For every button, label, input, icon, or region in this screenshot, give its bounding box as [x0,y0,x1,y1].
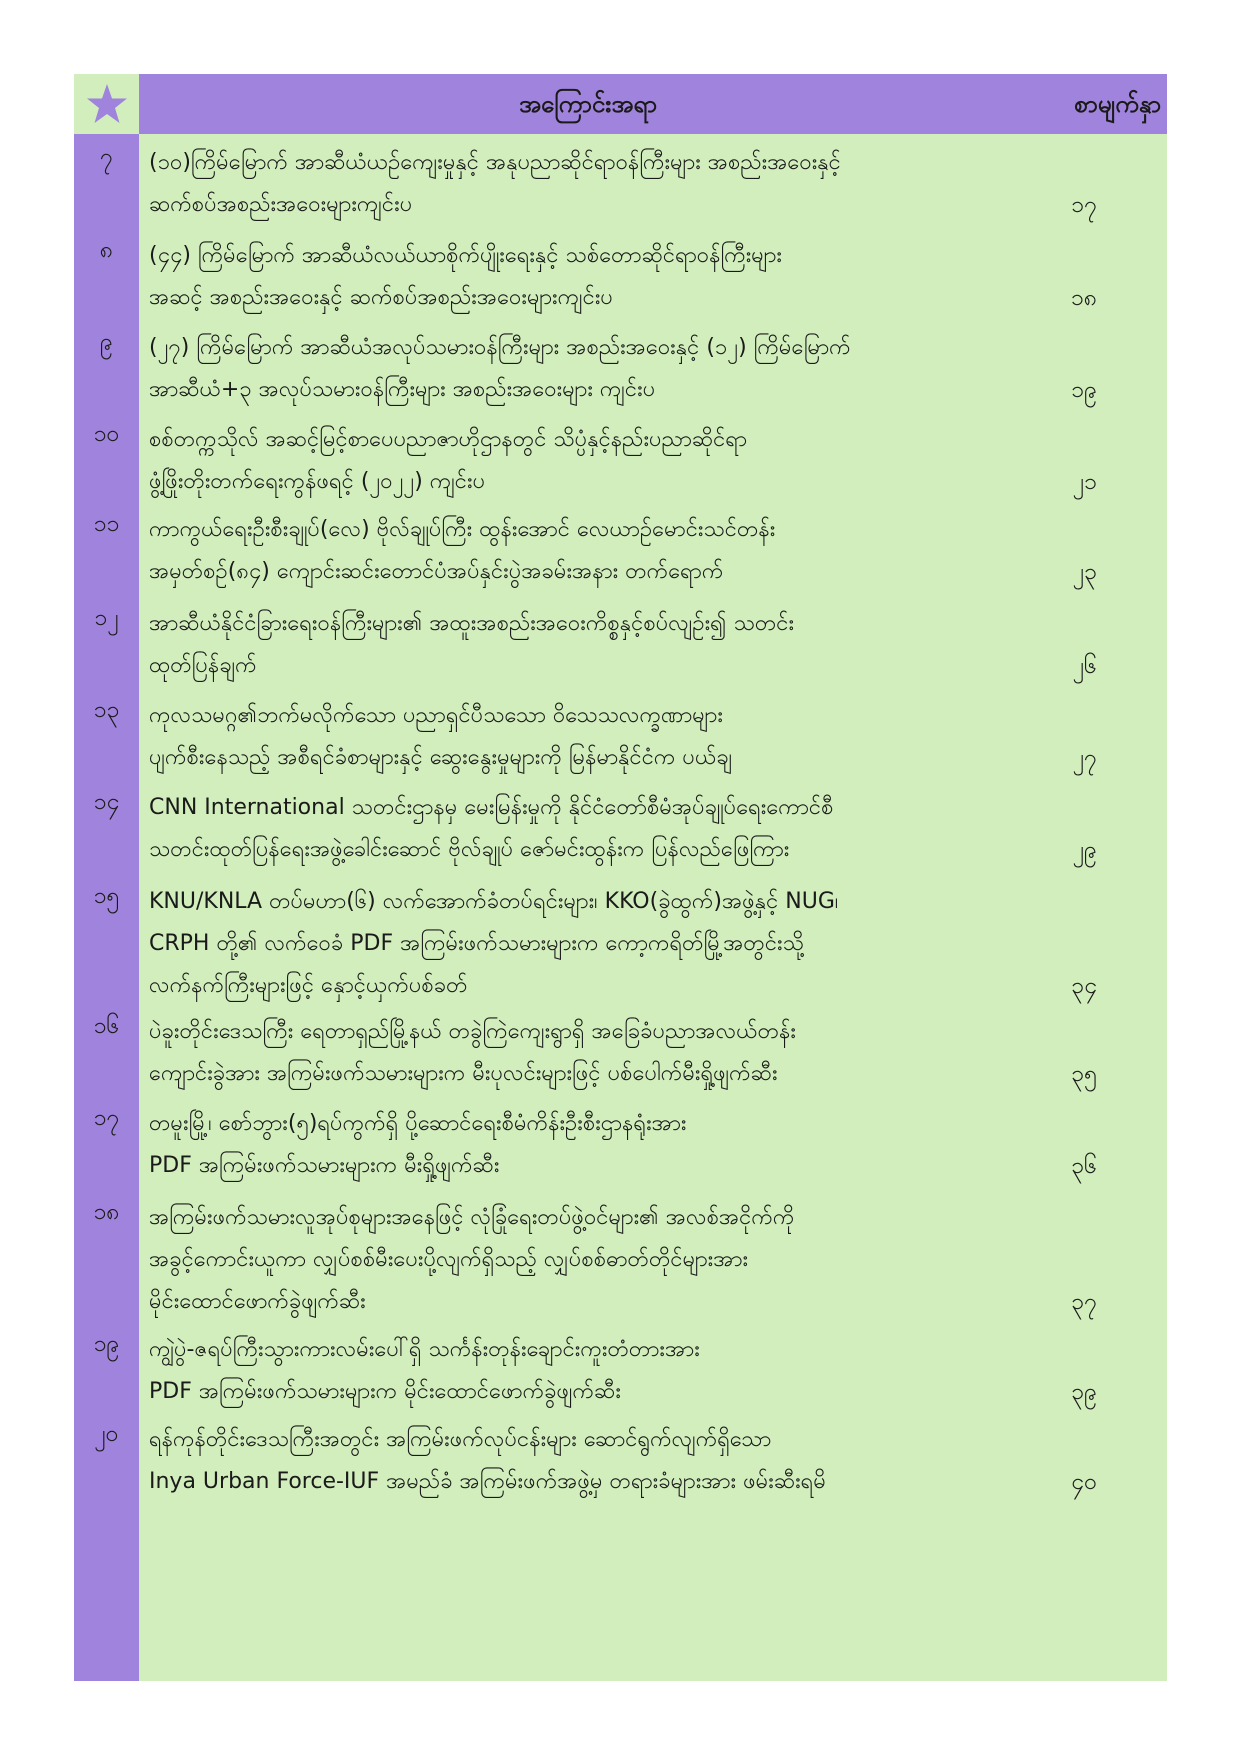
entry-page-number: ၂၉ [1072,837,1097,863]
entry-title [149,603,1029,687]
entry-title-line: ပဲခူးတိုင်းဒေသကြီး ရေတာရှည်မြို့နယ် တခွဲကြဲကျေးရွာရှိ အခြေခံပညာအလယ်တန်း [149,1019,796,1044]
entry-page-number: ၂၃ [1072,559,1097,585]
entry-title-line: Inya Urban Force-IUF အမည်ခံ အကြမ်းဖက်အဖွဲ့မှ တရားခံများအား ဖမ်းဆီးရမိ [149,1469,826,1494]
entry-number: ၇ [100,144,113,170]
toc-entry[interactable] [74,134,1167,227]
entry-title-line: ဆက်စပ်အစည်းအဝေးများကျင်းပ [149,192,413,217]
star-cell [74,74,139,134]
entry-title-line: အာဆီယံ+၃ အလုပ်သမားဝန်ကြီးများ အစည်းအဝေးများ ကျင်းပ [149,377,656,402]
entry-title-line: မိုင်းထောင်ဖောက်ခွဲဖျက်ဆီး [149,1289,366,1314]
entry-page-number: ၃၄ [1071,973,1097,999]
entry-number: ၁၁ [93,511,120,537]
entry-title-line: သတင်းထုတ်ပြန်ရေးအဖွဲ့ခေါင်းဆောင် ဗိုလ်ချုပ် ဇော်မင်းထွန်းက ပြန်လည်ဖြေကြား [149,837,790,862]
toc-entry[interactable] [74,1411,1167,1511]
table-of-contents [74,74,1167,1681]
entry-title-line: အကြမ်းဖက်သမားလူအုပ်စုများအနေဖြင့် လုံခြုံရေးတပ်ဖွဲ့ဝင်များ၏ အလစ်အငိုက်ကို [149,1205,795,1230]
entry-title [149,1197,1029,1323]
entry-title [149,1329,1029,1413]
toc-entry[interactable] [74,319,1167,411]
entry-page-number: ၃၉ [1071,1379,1097,1405]
entry-title [149,695,1029,779]
entry-page-number: ၃၅ [1071,1061,1097,1087]
entry-title [149,235,1029,319]
entry-title-line: ထုတ်ပြန်ချက် [149,653,257,678]
toc-header [139,74,1167,134]
entry-title-line: CRPH တို့၏ လက်ဝေခံ PDF အကြမ်းဖက်သမားများက ကော့ကရိတ်မြို့အတွင်းသို့ [149,931,804,956]
entry-page-number: ၁၉ [1071,377,1097,403]
entry-number: ၁၆ [93,1013,120,1039]
entry-page-number: ၄၀ [1071,1469,1097,1495]
entry-number: ၁၇ [93,1105,120,1131]
entry-title-line: စစ်တက္ကသိုလ် အဆင့်မြင့်စာပေပညာဇာဟိုဌာနတွင် သိပ္ပံနှင့်နည်းပညာဆိုင်ရာ [149,427,748,452]
entry-title [149,509,1029,593]
entry-title-line: ပျက်စီးနေသည့် အစီရင်ခံစာများနှင့် ဆွေးနွေးမှုများကို မြန်မာနိုင်ငံက ပယ်ချ [149,745,733,770]
entry-title [149,327,1029,411]
toc-entry[interactable] [74,1189,1167,1321]
entry-title [149,787,1029,871]
entry-page-number: ၂၇ [1072,745,1097,771]
toc-entry[interactable] [74,1003,1167,1095]
entry-title-line: အာဆီယံနိုင်ငံခြားရေးဝန်ကြီးများ၏ အထူးအစည်းအဝေးကိစ္စနှင့်စပ်လျဉ်း၍ သတင်း [149,611,795,636]
entry-title-line: လက်နက်ကြီးများဖြင့် နှောင့်ယှက်ပစ်ခတ် [149,973,468,998]
entry-title [149,1011,1029,1095]
entry-number: ၁၂ [94,605,119,631]
entry-number: ၁၅ [93,883,120,909]
toc-title: အကြောင်းအရာ [519,90,657,118]
toc-entry[interactable] [74,1095,1167,1189]
entry-title-line: (၂၇) ကြိမ်မြောက် အာဆီယံအလုပ်သမားဝန်ကြီးများ အစည်းအဝေးနှင့် (၁၂) ကြိမ်မြောက် [149,335,851,360]
toc-entry[interactable] [74,227,1167,319]
toc-entry[interactable] [74,687,1167,779]
entry-title-line: ကာကွယ်ရေးဦးစီးချုပ်(လေ) ဗိုလ်ချုပ်ကြီး ထွန်းအောင် လေယာဉ်မောင်းသင်တန်း [149,517,776,542]
entry-number: ၁၈ [93,1199,120,1225]
entry-page-number: ၂၁ [1072,469,1097,495]
entry-title-line: ကုလသမဂ္ဂ၏ဘက်မလိုက်သော ပညာရှင်ပီသသော ဝိသေသလက္ခဏာများ [149,703,723,728]
entry-title [149,1103,1029,1187]
entry-title-line: PDF အကြမ်းဖက်သမားများက မီးရှို့ဖျက်ဆီး [149,1153,500,1178]
toc-entries [74,134,1167,1511]
entry-page-number: ၁၈ [1070,285,1097,311]
entry-title-line: အမှတ်စဉ်(၈၄) ကျောင်းဆင်းတောင်ပံအပ်နှင်းပွဲအခမ်းအနား တက်ရောက် [149,559,724,584]
entry-title-line: ရန်ကုန်တိုင်းဒေသကြီးအတွင်း အကြမ်းဖက်လုပ်ငန်းများ ဆောင်ရွက်လျက်ရှိသော [149,1427,772,1452]
toc-entry[interactable] [74,595,1167,687]
entry-title [149,419,1029,503]
entry-number: ၁၀ [93,421,120,447]
entry-title [149,142,1029,226]
entry-page-number: ၁၇ [1071,192,1097,218]
star-icon [85,82,129,126]
page-column-label: စာမျက်နှာ [1074,90,1161,118]
entry-number: ၉ [100,329,113,355]
entry-title-line: KNU/KNLA တပ်မဟာ(၆) လက်အောက်ခံတပ်ရင်းများ၊ KKO(ခွဲထွက်)အဖွဲ့နှင့် NUG၊ [149,889,839,914]
entry-number: ၂၀ [94,1421,119,1447]
entry-page-number: ၃၇ [1071,1289,1097,1315]
entry-title-line: PDF အကြမ်းဖက်သမားများက မိုင်းထောင်ဖောက်ခွဲဖျက်ဆီး [149,1379,621,1404]
entry-title-line: CNN International သတင်းဌာနမှ မေးမြန်းမှုကို နိုင်ငံတော်စီမံအုပ်ချုပ်ရေးကောင်စီ [149,795,834,820]
toc-entry[interactable] [74,411,1167,501]
entry-number: ၁၉ [93,1331,120,1357]
toc-entry[interactable] [74,501,1167,595]
toc-entry[interactable] [74,873,1167,1003]
entry-title-line: ကျွဲပွဲ-ဇရပ်ကြီးသွားကားလမ်းပေါ်ရှိ သင်္ကန်းတုန်းချောင်းကူးတံတားအား [149,1337,700,1362]
entry-number: ၁၄ [93,789,120,815]
entry-page-number: ၂၆ [1072,653,1097,679]
entry-title-line: ကျောင်းခွဲအား အကြမ်းဖက်သမားများက မီးပုလင်းများဖြင့် ပစ်ပေါက်မီးရှို့ဖျက်ဆီး [149,1061,778,1086]
entry-title-line: အဆင့် အစည်းအဝေးနှင့် ဆက်စပ်အစည်းအဝေးများကျင်းပ [149,285,613,310]
toc-entry[interactable] [74,1321,1167,1411]
entry-title-line: အခွင့်ကောင်းယူကာ လျှပ်စစ်မီးပေးပို့လျက်ရှိသည့် လျှပ်စစ်ဓာတ်တိုင်များအား [149,1247,749,1272]
entry-title [149,881,1029,1007]
toc-entry[interactable] [74,779,1167,873]
entry-title [149,1419,1029,1503]
entry-title-line: (၄၄) ကြိမ်မြောက် အာဆီယံလယ်ယာစိုက်ပျိုးရေးနှင့် သစ်တောဆိုင်ရာဝန်ကြီးများ [149,243,782,268]
entry-title-line: (၁၀)ကြိမ်မြောက် အာဆီယံယဉ်ကျေးမှုနှင့် အနုပညာဆိုင်ရာဝန်ကြီးများ အစည်းအဝေးနှင့် [149,150,841,175]
entry-page-number: ၃၆ [1071,1153,1097,1179]
entry-title-line: တမူးမြို့၊ စော်ဘွား(၅)ရပ်ကွက်ရှိ ပို့ဆောင်ရေးစီမံကိန်းဦးစီးဌာနရုံးအား [149,1111,687,1136]
entry-number: ၈ [99,237,114,263]
entry-title-line: ဖွံ့ဖြိုးတိုးတက်ရေးကွန်ဖရင့် (၂၀၂၂) ကျင်းပ [149,469,486,494]
entry-number: ၁၃ [93,697,120,723]
